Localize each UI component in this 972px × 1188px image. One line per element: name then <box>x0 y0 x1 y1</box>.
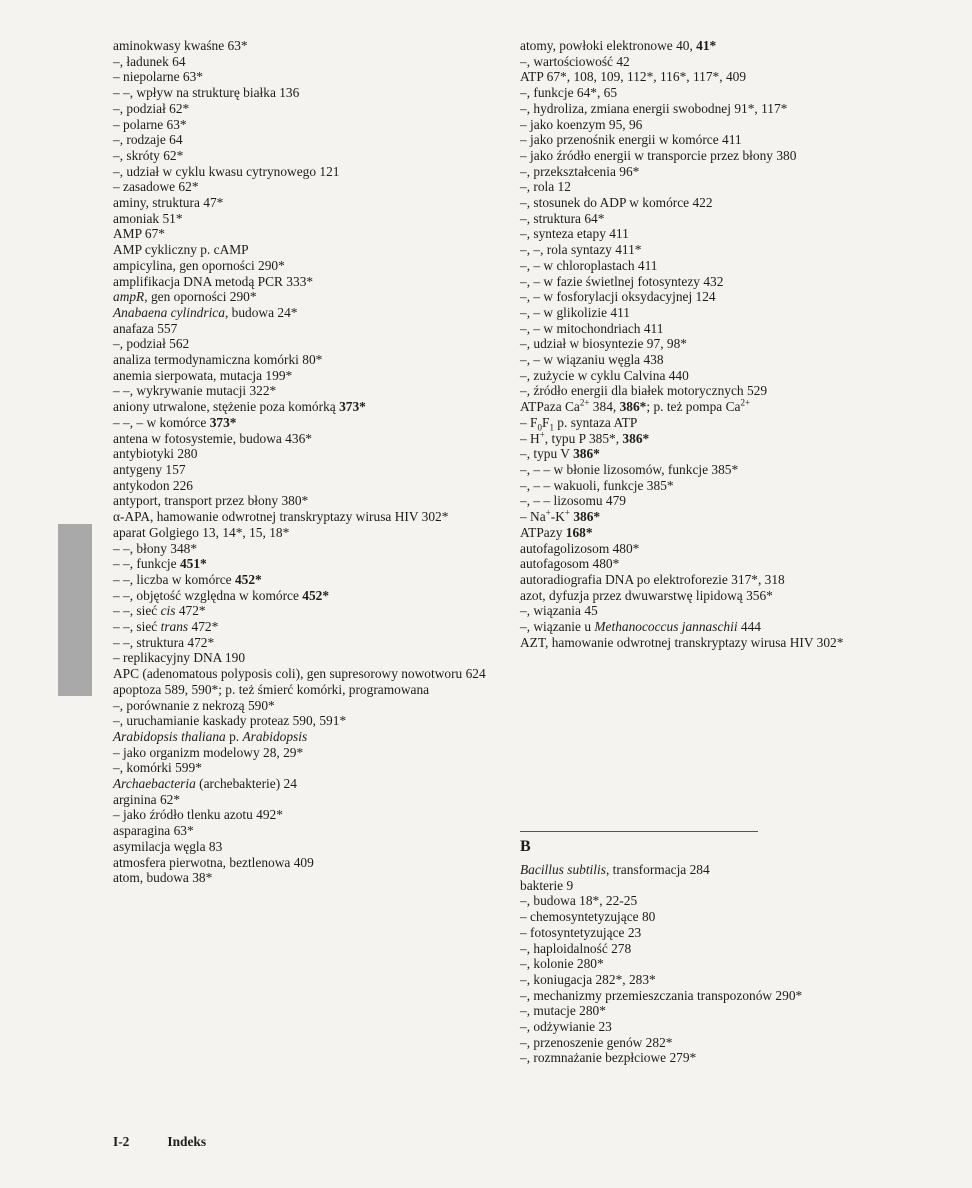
index-entry: –, struktura 64* <box>520 210 605 226</box>
index-entry: –, wiązania 45 <box>520 603 598 619</box>
index-entry: –, – w glikolizie 411 <box>520 304 630 320</box>
index-entry: –, haploidalność 278 <box>520 940 632 956</box>
index-entry: –, synteza etapy 411 <box>520 226 629 242</box>
index-entry: –, funkcje 64*, 65 <box>520 85 618 101</box>
index-entry: antygeny 157 <box>113 461 186 477</box>
index-entry: aparat Golgiego 13, 14*, 15, 18* <box>113 524 290 540</box>
index-entry: –, przenoszenie genów 282* <box>520 1034 673 1050</box>
thumb-index-tab <box>58 524 92 696</box>
index-entry: amplifikacja DNA metodą PCR 333* <box>113 273 314 289</box>
index-entry: –, hydroliza, zmiana energii swobodnej 91*, 117* <box>520 100 788 116</box>
index-entry: –, podział 62* <box>113 100 190 116</box>
index-entry: – jako organizm modelowy 28, 29* <box>113 744 304 760</box>
index-entry: – jako przenośnik energii w komórce 411 <box>520 132 742 148</box>
index-entry: APC (adenomatous polyposis coli), gen supresorowy nowotworu 624 <box>113 666 486 682</box>
index-entry: –, przekształcenia 96* <box>520 163 640 179</box>
page-footer <box>113 1134 206 1150</box>
index-entry: –, zużycie w cyklu Calvina 440 <box>520 367 689 383</box>
index-entry: – –, sieć cis 472* <box>113 603 206 619</box>
index-entry: autoradiografia DNA po elektroforezie 317*, 318 <box>520 571 785 587</box>
index-entry: asparagina 63* <box>113 823 194 839</box>
index-entry: –, rodzaje 64 <box>113 132 183 148</box>
section-divider <box>520 831 758 832</box>
index-entry: –, – w mitochondriach 411 <box>520 320 664 336</box>
index-entry: antykodon 226 <box>113 477 193 493</box>
index-entry: – jako źródło tlenku azotu 492* <box>113 807 283 823</box>
index-entry: –, stosunek do ADP w komórce 422 <box>520 195 713 211</box>
index-entry: –, udział w cyklu kwasu cytrynowego 121 <box>113 163 340 179</box>
index-entry: atmosfera pierwotna, beztlenowa 409 <box>113 854 314 870</box>
index-entry: – –, sieć trans 472* <box>113 619 219 635</box>
index-entry: Bacillus subtilis, transformacja 284 <box>520 862 710 877</box>
index-entry: –, komórki 599* <box>113 760 202 776</box>
index-entry: – –, liczba w komórce 452* <box>113 571 262 587</box>
index-entry: – jako źródło energii w transporcie przez błony 380 <box>520 147 797 163</box>
index-entry: –, ładunek 64 <box>113 53 186 69</box>
index-entry: antena w fotosystemie, budowa 436* <box>113 430 312 446</box>
left-column <box>113 38 490 886</box>
right-column <box>520 38 900 650</box>
index-entry: ATP 67*, 108, 109, 112*, 116*, 117*, 409 <box>520 69 747 85</box>
index-entry: – zasadowe 62* <box>113 179 199 195</box>
section-b-entries <box>520 862 900 1066</box>
index-entry: AZT, hamowanie odwrotnej transkryptazy wirusa HIV 302* <box>520 634 844 650</box>
index-entry: –, porównanie z nekrozą 590* <box>113 697 275 713</box>
index-entry: – –, – w komórce 373* <box>113 414 237 430</box>
index-entry: arginina 62* <box>113 791 181 807</box>
index-entry: – –, funkcje 451* <box>113 556 207 572</box>
index-entry: – –, struktura 472* <box>113 634 215 650</box>
index-entry: Archaebacteria (archebakterie) 24 <box>113 776 297 792</box>
index-entry: ATPazy 168* <box>520 524 593 540</box>
index-entry: atomy, powłoki elektronowe 40, 41* <box>520 38 717 53</box>
index-entry: –, – w wiązaniu węgla 438 <box>520 352 664 368</box>
index-entry: antyport, transport przez błony 380* <box>113 493 309 509</box>
index-entry: aniony utrwalone, stężenie poza komórką 373* <box>113 399 366 415</box>
index-entry: –, – – lizosomu 479 <box>520 493 627 509</box>
index-entry: azot, dyfuzja przez dwuwarstwę lipidową 356* <box>520 587 773 603</box>
index-entry: –, rozmnażanie bezpłciowe 279* <box>520 1050 697 1066</box>
index-entry: –, podział 562 <box>113 336 190 352</box>
index-entry: autofagosom 480* <box>520 556 620 572</box>
index-entry: analiza termodynamiczna komórki 80* <box>113 352 323 368</box>
index-entry: – chemosyntetyzujące 80 <box>520 909 656 925</box>
index-entry: –, – – w błonie lizosomów, funkcje 385* <box>520 461 739 477</box>
index-entry: –, rola 12 <box>520 179 571 195</box>
index-entry: ampicylina, gen oporności 290* <box>113 257 285 273</box>
index-entry: – jako koenzym 95, 96 <box>520 116 643 132</box>
index-entry: –, – w fosforylacji oksydacyjnej 124 <box>520 289 716 305</box>
index-entry: apoptoza 589, 590*; p. też śmierć komórki, programowana <box>113 681 430 697</box>
index-entry: – polarne 63* <box>113 116 187 132</box>
index-entry: – niepolarne 63* <box>113 69 203 85</box>
index-entry: – fotosyntetyzujące 23 <box>520 924 642 940</box>
index-entry: aminokwasy kwaśne 63* <box>113 38 248 53</box>
index-entry: –, typu V 386* <box>520 446 600 462</box>
index-entry: –, – w chloroplastach 411 <box>520 257 658 273</box>
index-entry: ATPaza $Ca^{2+}$ 384, 386*; p. też pompa $Ca^{2+}$ <box>520 397 751 415</box>
index-entry: aminy, struktura 47* <box>113 195 224 211</box>
index-entry: – –, błony 348* <box>113 540 198 556</box>
index-entry: – replikacyjny DNA 190 <box>113 650 246 666</box>
index-entry: –, –, rola syntazy 411* <box>520 242 642 258</box>
index-entry: –, – – wakuoli, funkcje 385* <box>520 477 674 493</box>
index-entry: –, źródło energii dla białek motorycznych 529 <box>520 383 768 399</box>
index-entry: anafaza 557 <box>113 320 178 336</box>
section-name: Indeks <box>167 1134 207 1149</box>
index-entry: – –, wpływ na strukturę białka 136 <box>113 85 300 101</box>
index-entry: bakterie 9 <box>520 877 574 893</box>
index-entry: –, wiązanie u Methanococcus jannaschii 444 <box>520 619 761 635</box>
page-number: I-2 <box>113 1134 130 1149</box>
index-entry: α-APA, hamowanie odwrotnej transkryptazy wirusa HIV 302* <box>113 509 449 525</box>
index-entry: amoniak 51* <box>113 210 183 226</box>
index-entry: AMP 67* <box>113 226 165 242</box>
index-entry: – $F_0F_1$ p. syntaza ATP <box>520 414 638 433</box>
index-entry: –, wartościowość 42 <box>520 53 630 69</box>
index-entry: – H+, typu P 385*, 386* <box>520 429 650 446</box>
index-entry: Anabaena cylindrica, budowa 24* <box>113 304 298 320</box>
index-entry: –, skróty 62* <box>113 147 184 163</box>
index-entry: –, kolonie 280* <box>520 956 604 972</box>
index-entry: –, koniugacja 282*, 283* <box>520 971 656 987</box>
index-entry: –, odżywianie 23 <box>520 1019 612 1035</box>
index-entry: – Na+-K+ 386* <box>520 507 601 525</box>
index-entry: –, mutacje 280* <box>520 1003 606 1019</box>
index-entry: antybiotyki 280 <box>113 446 198 462</box>
index-entry: anemia sierpowata, mutacja 199* <box>113 367 293 383</box>
index-entry: AMP cykliczny p. cAMP <box>113 242 249 258</box>
section-heading-b: B <box>520 838 531 855</box>
index-entry: –, uruchamianie kaskady proteaz 590, 591* <box>113 713 347 729</box>
index-entry: –, budowa 18*, 22-25 <box>520 893 638 909</box>
index-entry: autofagolizosom 480* <box>520 540 640 556</box>
index-entry: asymilacja węgla 83 <box>113 838 223 854</box>
index-entry: atom, budowa 38* <box>113 870 213 886</box>
index-entry: –, – w fazie świetlnej fotosyntezy 432 <box>520 273 724 289</box>
index-entry: Arabidopsis thaliana p. Arabidopsis <box>113 728 308 744</box>
index-entry: –, udział w biosyntezie 97, 98* <box>520 336 687 352</box>
index-entry: ampR, gen oporności 290* <box>113 289 257 305</box>
index-entry: – –, wykrywanie mutacji 322* <box>113 383 277 399</box>
index-entry: – –, objętość względna w komórce 452* <box>113 587 330 603</box>
index-entry: –, mechanizmy przemieszczania transpozonów 290* <box>520 987 803 1003</box>
